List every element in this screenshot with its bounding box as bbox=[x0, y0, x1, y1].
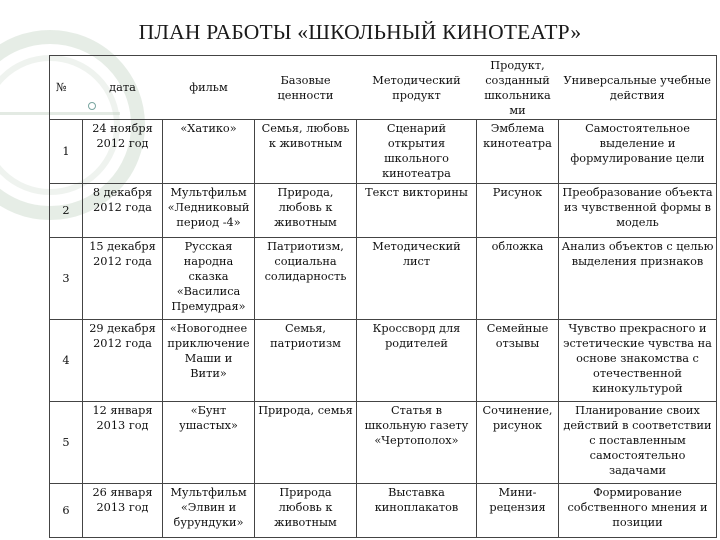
row-student-product: Семейные отзывы bbox=[477, 320, 559, 402]
table-row bbox=[50, 238, 717, 320]
row-product: Кроссворд для родителей bbox=[357, 320, 477, 402]
row-values: Природа, семья bbox=[255, 402, 357, 484]
row-uud: Чувство прекрасного и эстетические чувства на основе знакомства с отечественной кинокультурой bbox=[559, 320, 717, 402]
row-product: Сценарий открытия школьного кинотеатра bbox=[357, 120, 477, 184]
row-date: 12 января 2013 год bbox=[83, 402, 163, 484]
row-uud: Формирование собственного мнения и позиции bbox=[559, 484, 717, 538]
row-num: 6 bbox=[50, 484, 83, 538]
row-film: Мультфильм «Ледниковый период -4» bbox=[163, 184, 255, 238]
row-student-product: Рисунок bbox=[477, 184, 559, 238]
row-values: Патриотизм, социальна солидарность bbox=[255, 238, 357, 320]
row-values: Природа любовь к животным bbox=[255, 484, 357, 538]
table-row bbox=[50, 184, 717, 238]
page-title: ПЛАН РАБОТЫ «ШКОЛЬНЫЙ КИНОТЕАТР» bbox=[138, 20, 582, 44]
row-num: 5 bbox=[50, 402, 83, 484]
row-num: 3 bbox=[50, 238, 83, 320]
row-num: 1 bbox=[50, 120, 83, 184]
row-product: Статья в школьную газету «Чертополох» bbox=[357, 402, 477, 484]
header-values: Базовые ценности bbox=[255, 56, 357, 120]
table-row bbox=[50, 120, 717, 184]
header-student-product: Продукт, созданный школьника ми bbox=[477, 56, 559, 120]
table-row bbox=[50, 484, 717, 538]
header-num: № bbox=[50, 56, 83, 120]
header-product: Методический продукт bbox=[357, 56, 477, 120]
row-uud: Анализ объектов с целью выделения признаков bbox=[559, 238, 717, 320]
row-film: «Новогоднее приключение Маши и Вити» bbox=[163, 320, 255, 402]
row-student-product: обложка bbox=[477, 238, 559, 320]
table-row bbox=[50, 320, 717, 402]
row-product: Текст викторины bbox=[357, 184, 477, 238]
row-film: «Хатико» bbox=[163, 120, 255, 184]
plan-table bbox=[49, 55, 717, 538]
row-student-product: Эмблема кинотеатра bbox=[477, 120, 559, 184]
row-values: Природа, любовь к животным bbox=[255, 184, 357, 238]
row-num: 2 bbox=[50, 184, 83, 238]
row-uud: Преобразование объекта из чувственной формы в модель bbox=[559, 184, 717, 238]
header-uud: Универсальные учебные действия bbox=[559, 56, 717, 120]
row-values: Семья, любовь к животным bbox=[255, 120, 357, 184]
table-row bbox=[50, 402, 717, 484]
row-date: 29 декабря 2012 года bbox=[83, 320, 163, 402]
row-num: 4 bbox=[50, 320, 83, 402]
header-row bbox=[50, 56, 717, 120]
row-date: 15 декабря 2012 года bbox=[83, 238, 163, 320]
row-date: 8 декабря 2012 года bbox=[83, 184, 163, 238]
row-uud: Самостоятельное выделение и формулирование цели bbox=[559, 120, 717, 184]
row-student-product: Мини-рецензия bbox=[477, 484, 559, 538]
header-film: фильм bbox=[163, 56, 255, 120]
row-date: 24 ноября 2012 год bbox=[83, 120, 163, 184]
row-product: Выставка киноплакатов bbox=[357, 484, 477, 538]
row-film: Мультфильм «Элвин и бурундуки» bbox=[163, 484, 255, 538]
row-uud: Планирование своих действий в соответствии с поставленным самостоятельно задачами bbox=[559, 402, 717, 484]
row-student-product: Сочинение, рисунок bbox=[477, 402, 559, 484]
row-date: 26 января 2013 год bbox=[83, 484, 163, 538]
row-product: Методический лист bbox=[357, 238, 477, 320]
row-film: «Бунт ушастых» bbox=[163, 402, 255, 484]
row-values: Семья, патриотизм bbox=[255, 320, 357, 402]
header-date: дата bbox=[83, 56, 163, 120]
row-film: Русская народна сказка «Василиса Премудрая» bbox=[163, 238, 255, 320]
